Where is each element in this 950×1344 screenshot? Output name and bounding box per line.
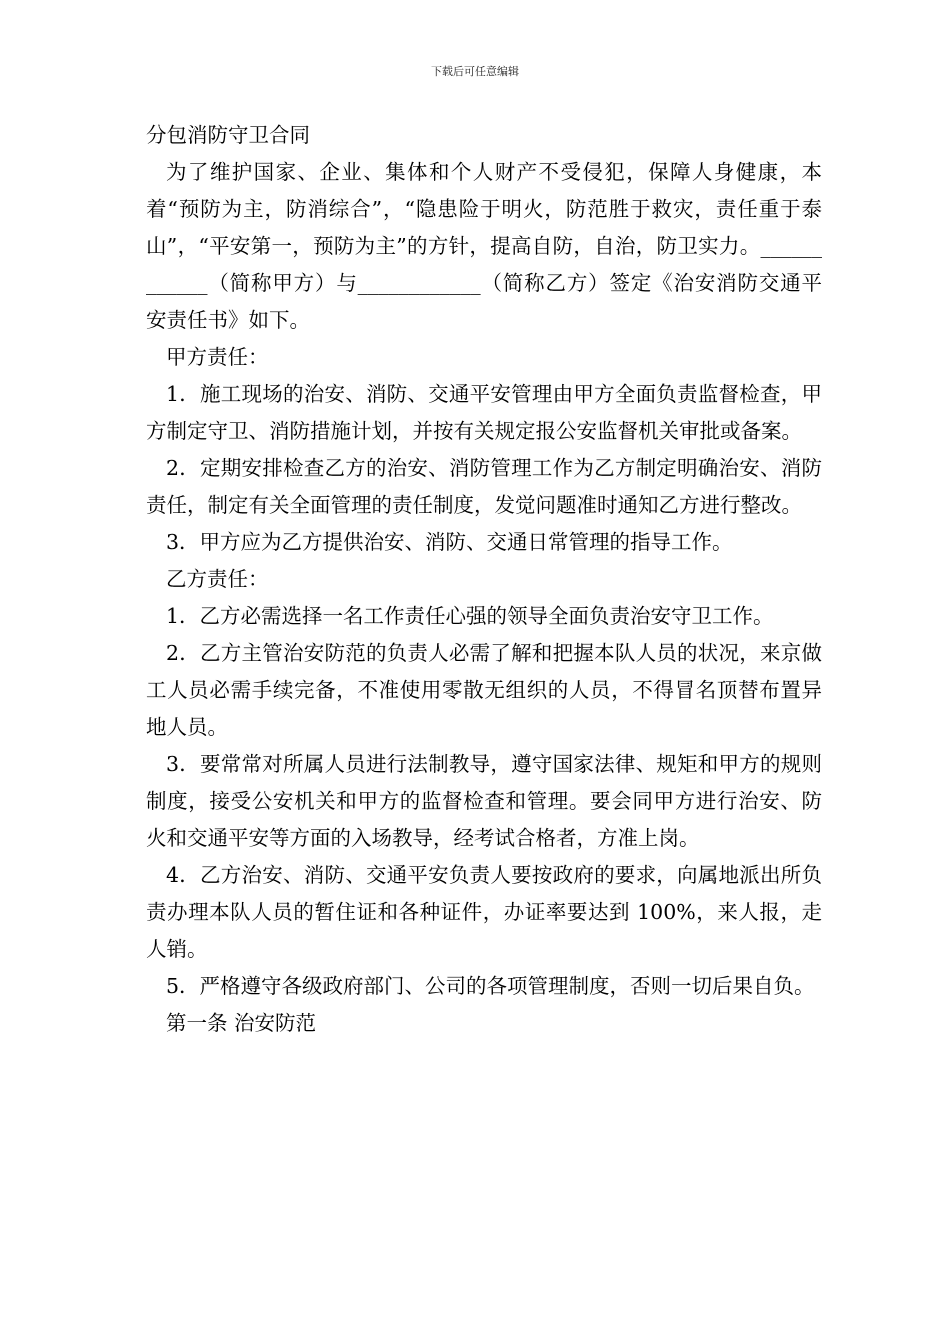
party-a-heading: 甲方责任：	[166, 345, 269, 369]
party-b-item-3: 3．要常常对所属人员进行法制教导，遵守国家法律、规矩和甲方的规则制度，接受公安机关和甲方的监督检查和管理。要会同甲方进行治安、防火和交通平安等方面的入场教导，经考试合格者，方准上岗。	[146, 752, 822, 850]
party-a-item-1: 1．施工现场的治安、消防、交通平安管理由甲方全面负责监督检查，甲方制定守卫、消防措施计划，并按有关规定报公安监督机关审批或备案。	[146, 382, 822, 443]
party-b-item-5: 5．严格遵守各级政府部门、公司的各项管理制度，否则一切后果自负。	[166, 974, 815, 998]
article-one-heading: 第一条 治安防范	[166, 1011, 317, 1035]
party-a-item-2: 2．定期安排检查乙方的治安、消防管理工作为乙方制定明确治安、消防责任，制定有关全面管理的责任制度，发觉问题准时通知乙方进行整改。	[146, 456, 822, 517]
document-title: 分包消防守卫合同	[146, 123, 310, 147]
page-header-note: 下载后可任意编辑	[431, 65, 519, 78]
party-b-heading: 乙方责任：	[166, 567, 269, 591]
document-body	[146, 117, 822, 1042]
party-b-item-4: 4．乙方治安、消防、交通平安负责人要按政府的要求，向属地派出所负责办理本队人员的暂住证和各种证件，办证率要达到 100%，来人报，走人销。	[146, 863, 822, 961]
intro-paragraph: 为了维护国家、企业、集体和个人财产不受侵犯，保障人身健康，本着“预防为主，防消综合”，“隐患险于明火，防范胜于救灾，责任重于泰山”，“平安第一，预防为主”的方针，提高自防，自治，防卫实力。____________（简称甲方）与____________（简称乙方）签定《治安消防交通平安责任书》如下。	[146, 160, 822, 332]
party-a-item-3: 3．甲方应为乙方提供治安、消防、交通日常管理的指导工作。	[166, 530, 733, 554]
party-b-item-1: 1．乙方必需选择一名工作责任心强的领导全面负责治安守卫工作。	[166, 604, 774, 628]
party-b-item-2: 2．乙方主管治安防范的负责人必需了解和把握本队人员的状况，来京做工人员必需手续完备，不准使用零散无组织的人员，不得冒名顶替布置异地人员。	[146, 641, 822, 739]
